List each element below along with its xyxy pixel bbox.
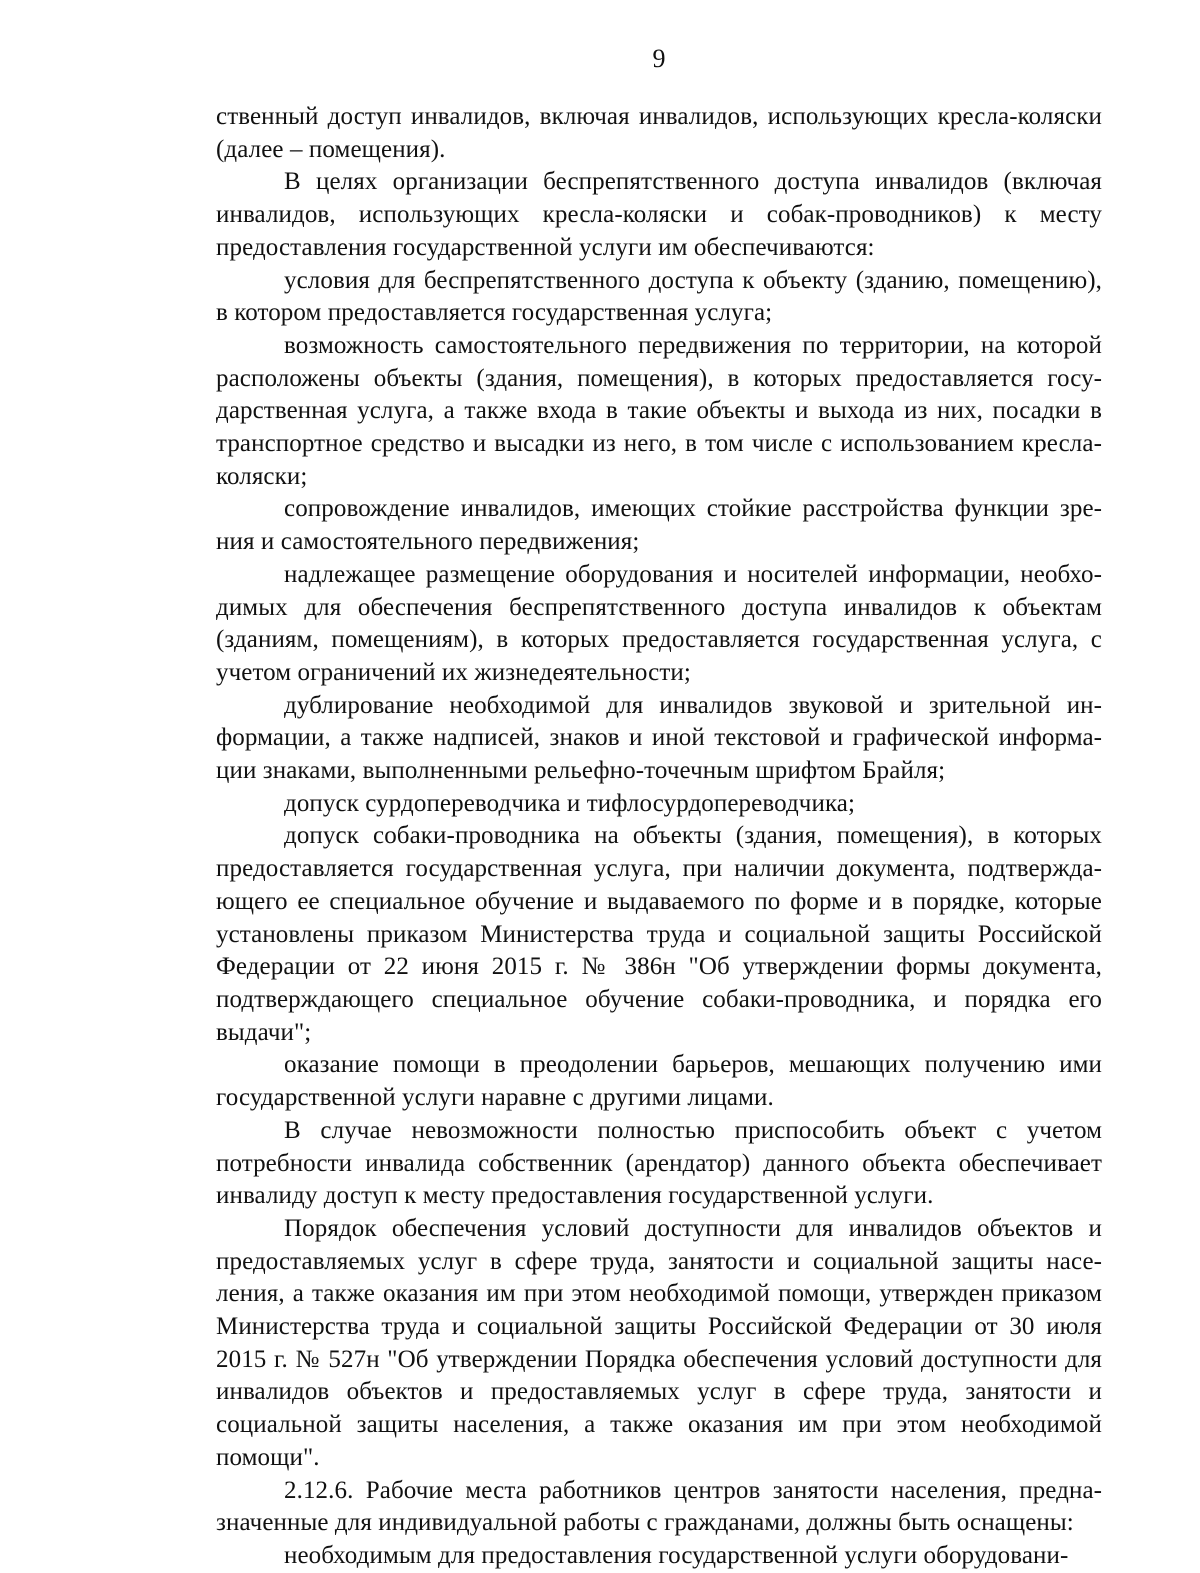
paragraph: 2.12.6. Рабочие места работников центров занятости населения, предназначенные для индивидуальной работы с гражданами, должны быть оснащены:	[216, 1476, 1102, 1537]
paragraph: необходимым для предоставления государственной услуги оборудовани-	[284, 1541, 1069, 1569]
paragraph: допуск сурдопереводчика и тифлосурдопереводчика;	[284, 789, 856, 817]
paragraph: Порядок обеспечения условий доступности для инвалидов объектов и предоставляемых услуг в сфере труда, занятости и социальной защиты населения, а также оказания им при этом необходимой помощи, утвержден приказом Министерства труда и социальной защиты Российской Федерации от 30 июля 2015 г. № 527н "Об утверждении Порядка обеспечения условий доступности для инвалидов объектов и предоставляемых услуг в сфере труда, занятости и социальной защиты населения, а также оказания им при этом необходимой помощи".	[216, 1214, 1102, 1471]
paragraph: В целях организации беспрепятственного доступа инвалидов (включая инвалидов, использующих кресла-коляски и собак-проводников) к месту предоставления государственной услуги им обеспечиваются:	[216, 168, 1102, 261]
paragraph: условия для беспрепятственного доступа к объекту (зданию, помещению), в котором предоставляется государственная услуга;	[216, 266, 1102, 327]
paragraph: дублирование необходимой для инвалидов звуковой и зрительной информации, а также надписей, знаков и иной текстовой и графической информации знаками, выполненными рельефно-точечным шрифтом Брайля;	[216, 691, 1102, 785]
paragraph: допуск собаки-проводника на объекты (здания, помещения), в которых предоставляется государственная услуга, при наличии документа, подтверждающего ее специальное обучение и выдаваемого по форме и в порядке, которые установлены приказом Министерства труда и социальной защиты Российской Федерации от 22 июня 2015 г. № 386н "Об утверждении формы документа, подтверждающего специальное обучение собаки-проводника, и порядка его выдачи";	[216, 822, 1102, 1046]
paragraph: надлежащее размещение оборудования и носителей информации, необходимых для обеспечения беспрепятственного доступа инвалидов к объектам (зданиям, помещениям), в которых предоставляется государственная услуга, с учетом ограничений их жизнедеятельности;	[216, 560, 1102, 686]
paragraph: ственный доступ инвалидов, включая инвалидов, использующих кресла-коляски (далее – помещения).	[216, 103, 1102, 163]
paragraph: В случае невозможности полностью приспособить объект с учетом потребности инвалида собственник (арендатор) данного объекта обеспечивает инвалиду доступ к месту предоставления государственной услуги.	[216, 1116, 1102, 1210]
paragraph: сопровождение инвалидов, имеющих стойкие расстройства функции зрения и самостоятельного передвижения;	[216, 495, 1102, 556]
paragraph: возможность самостоятельного передвижения по территории, на которой расположены объекты (здания, помещения), в которых предоставляется государственная услуга, а также входа в такие объекты и выхода из них, посадки в транспортное средство и высадки из него, в том числе с использованием кресла-коляски;	[216, 331, 1102, 490]
paragraph: оказание помощи в преодолении барьеров, мешающих получению ими государственной услуги наравне с другими лицами.	[216, 1051, 1102, 1112]
document-body	[216, 101, 1102, 1573]
page-number: 9	[652, 44, 666, 73]
